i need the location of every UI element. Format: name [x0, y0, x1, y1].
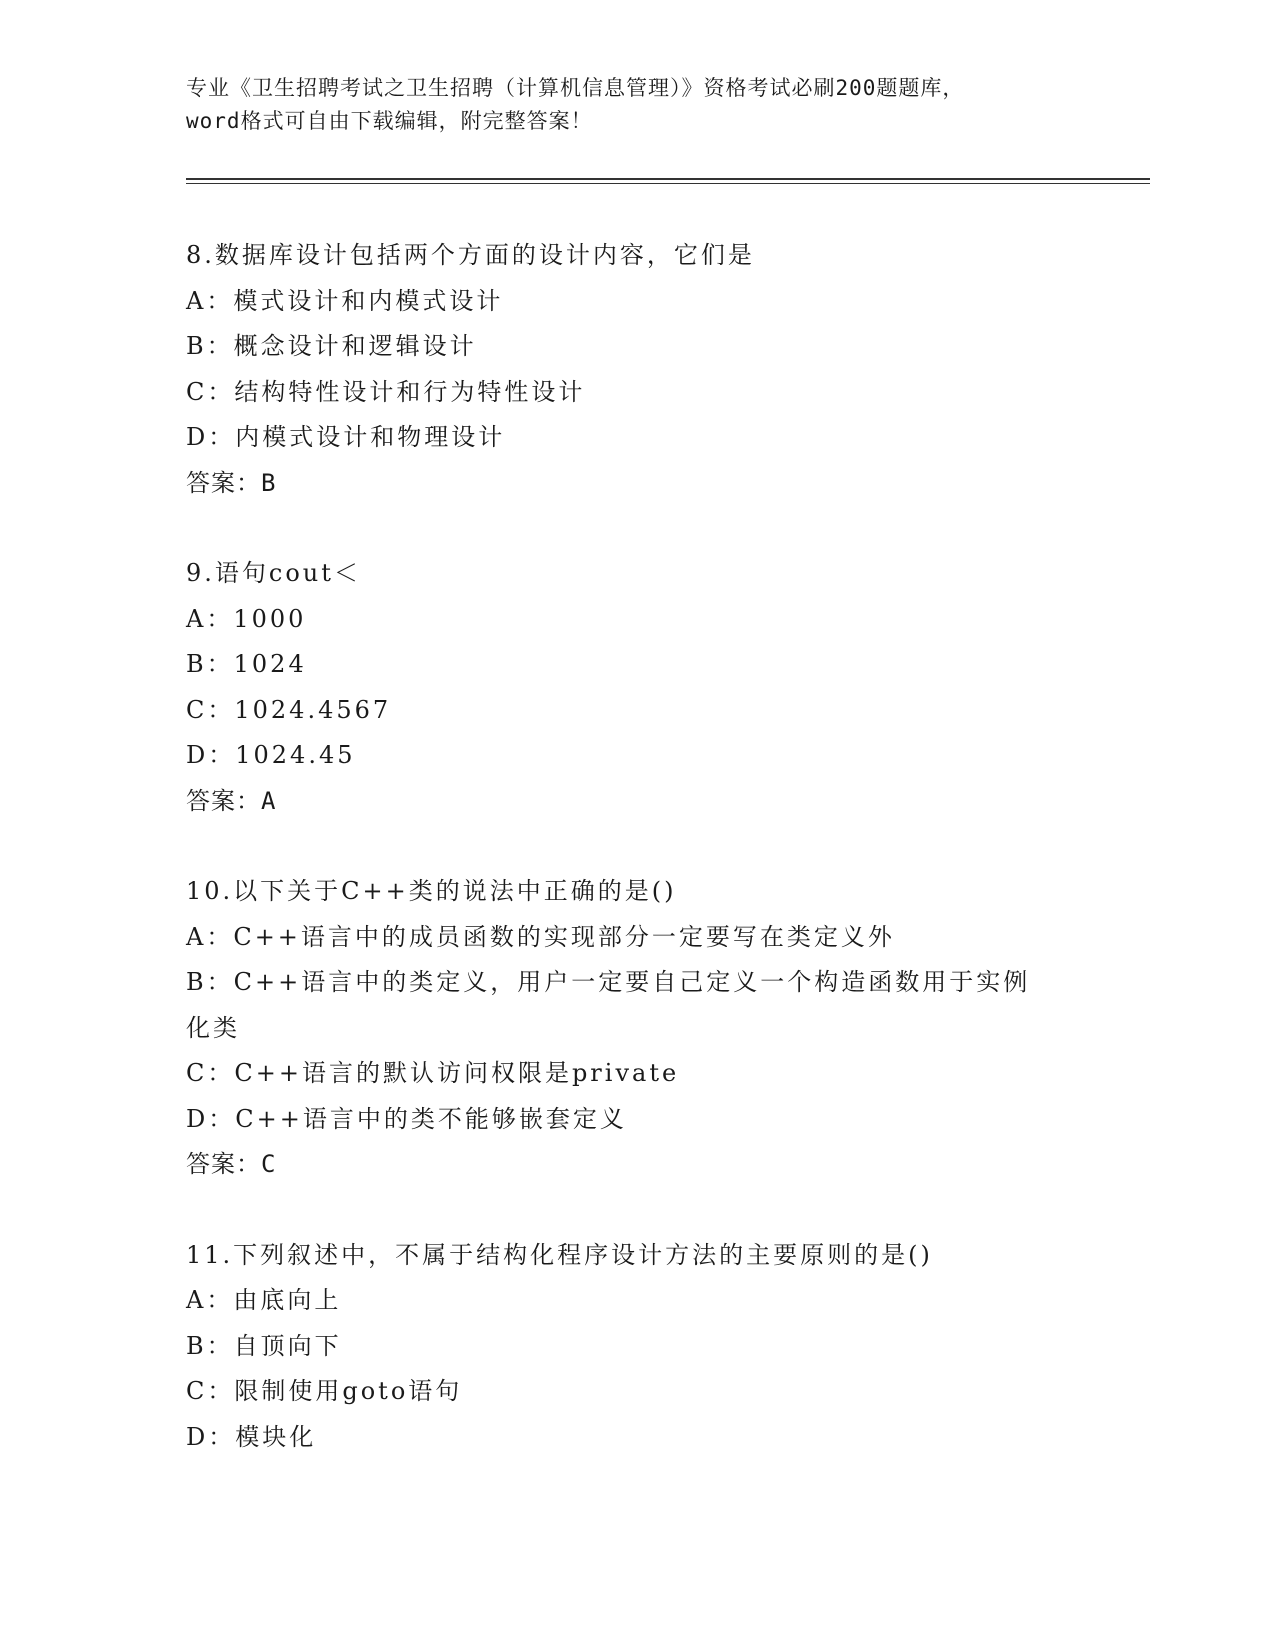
- header-line-2: word格式可自由下载编辑，附完整答案！: [186, 109, 593, 133]
- header-line-1: 专业《卫生招聘考试之卫生招聘（计算机信息管理）》资格考试必刷200题题库，: [186, 76, 965, 100]
- answer-line: 答案：B: [186, 468, 277, 497]
- question-10: [186, 869, 1086, 1188]
- question-list: [186, 233, 1086, 1505]
- option-d: D：模块化: [186, 1422, 317, 1451]
- option-a: A：由底向上: [186, 1286, 342, 1314]
- question-stem: 9.语句cout＜: [186, 559, 361, 587]
- question-stem: 10.以下关于C++类的说法中正确的是(): [186, 877, 677, 905]
- option-b: B：自顶向下: [186, 1331, 342, 1360]
- question-8: [186, 233, 1086, 506]
- option-b: B：1024: [186, 650, 307, 678]
- question-9: [186, 551, 1086, 824]
- answer-line: 答案：A: [186, 786, 277, 815]
- answer-line: 答案：C: [186, 1150, 277, 1178]
- document-header: [186, 72, 1086, 138]
- question-stem: 8.数据库设计包括两个方面的设计内容，它们是: [186, 241, 755, 269]
- question-stem: 11.下列叙述中，不属于结构化程序设计方法的主要原则的是(): [186, 1240, 933, 1269]
- option-c: C：C++语言的默认访问权限是private: [186, 1059, 680, 1087]
- option-c: C：限制使用goto语句: [186, 1377, 463, 1405]
- option-d: D：内模式设计和物理设计: [186, 423, 506, 451]
- option-b: B：C++语言中的类定义，用户一定要自己定义一个构造函数用于实例化类: [186, 968, 1031, 1042]
- option-d: D：C++语言中的类不能够嵌套定义: [186, 1104, 627, 1133]
- option-b: B：概念设计和逻辑设计: [186, 332, 477, 360]
- question-11: [186, 1233, 1086, 1461]
- option-a: A：1000: [186, 604, 307, 633]
- option-c: C：1024.4567: [186, 695, 392, 724]
- option-d: D：1024.45: [186, 741, 356, 769]
- option-a: A：C++语言中的成员函数的实现部分一定要写在类定义外: [186, 922, 895, 951]
- option-c: C：结构特性设计和行为特性设计: [186, 377, 586, 406]
- option-a: A：模式设计和内模式设计: [186, 286, 504, 315]
- header-divider: [186, 178, 1150, 184]
